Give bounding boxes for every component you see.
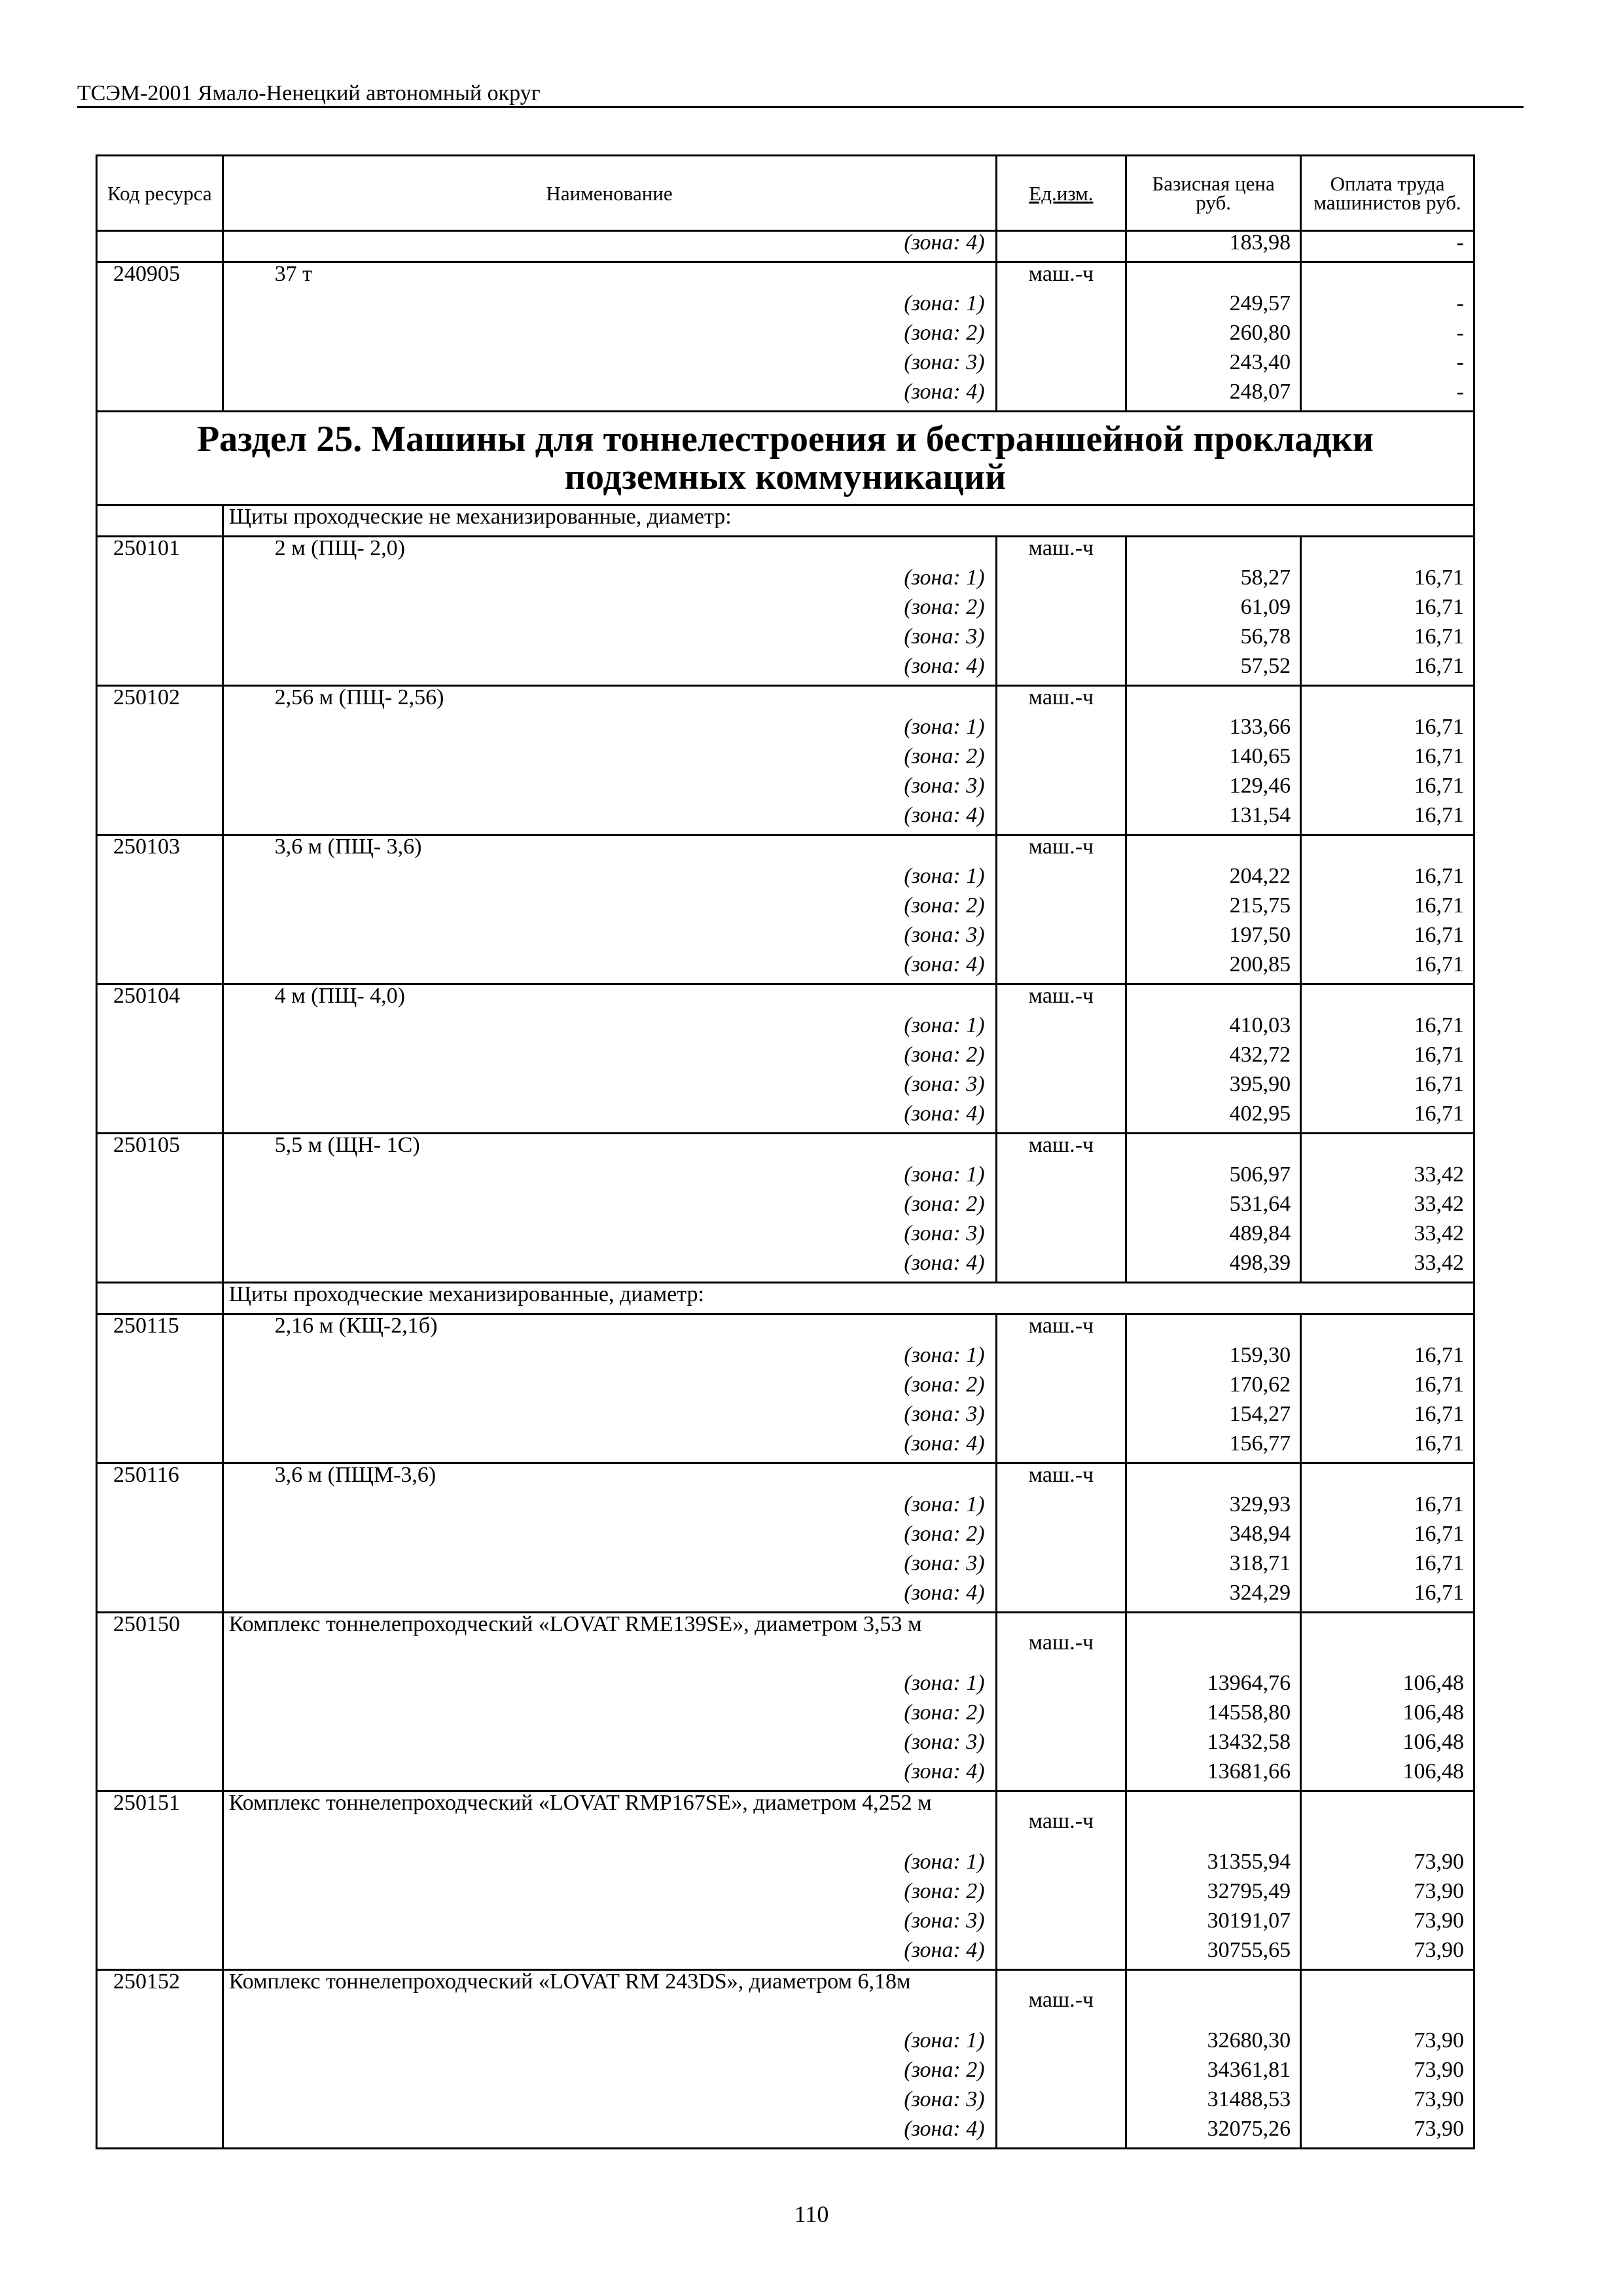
base-price: 395,90 <box>1126 1073 1301 1103</box>
zone-label: (зона: 2) <box>223 1374 996 1403</box>
table-row <box>97 1731 1474 1761</box>
operator-wage: 73,90 <box>1301 1939 1474 1970</box>
operator-wage: 73,90 <box>1301 2089 1474 2118</box>
zone-label: (зона: 3) <box>223 1223 996 1252</box>
table-row <box>97 1433 1474 1463</box>
operator-wage: - <box>1301 322 1474 351</box>
base-price: 13432,58 <box>1126 1731 1301 1761</box>
table-row <box>97 1939 1474 1970</box>
section-title: Раздел 25. Машины для тоннелестроения и бестраншейной прокладки подземных коммуникаций <box>97 412 1474 505</box>
base-price: 498,39 <box>1126 1252 1301 1283</box>
unit: маш.-ч <box>996 1970 1126 2030</box>
zone-label: (зона: 1) <box>223 293 996 322</box>
resource-code: 250105 <box>97 1134 223 1164</box>
operator-wage: 16,71 <box>1301 567 1474 596</box>
table-row <box>97 412 1474 505</box>
operator-wage: 73,90 <box>1301 1880 1474 1910</box>
zone-label: (зона: 2) <box>223 1044 996 1073</box>
zone-label: (зона: 2) <box>223 1702 996 1731</box>
base-price: 249,57 <box>1126 293 1301 322</box>
zone-label: (зона: 4) <box>223 2118 996 2149</box>
zone-label: (зона: 2) <box>223 745 996 775</box>
base-price: 34361,81 <box>1126 2059 1301 2089</box>
operator-wage: 16,71 <box>1301 1344 1474 1374</box>
operator-wage: 16,71 <box>1301 655 1474 686</box>
table-row <box>97 1613 1474 1673</box>
table-row <box>97 1523 1474 1552</box>
resource-code: 250104 <box>97 984 223 1015</box>
base-price: 30191,07 <box>1126 1910 1301 1939</box>
base-price: 410,03 <box>1126 1014 1301 1044</box>
table-row <box>97 1970 1474 2030</box>
table-row <box>97 1073 1474 1103</box>
zone-label: (зона: 2) <box>223 2059 996 2089</box>
table-row <box>97 865 1474 895</box>
resource-code: 250103 <box>97 835 223 866</box>
zone-label: (зона: 1) <box>223 865 996 895</box>
table-row <box>97 2059 1474 2089</box>
base-price: 215,75 <box>1126 895 1301 924</box>
zone-label: (зона: 3) <box>223 775 996 804</box>
zone-label: (зона: 1) <box>223 2030 996 2059</box>
base-price: 348,94 <box>1126 1523 1301 1552</box>
table-row <box>97 1494 1474 1523</box>
zone-label: (зона: 1) <box>223 1164 996 1193</box>
col-wage: Оплата труда машинистов руб. <box>1301 156 1474 231</box>
base-price: 58,27 <box>1126 567 1301 596</box>
zone-label: (зона: 1) <box>223 567 996 596</box>
table-row <box>97 1880 1474 1910</box>
zone-label: (зона: 4) <box>223 954 996 984</box>
resource-name: 3,6 м (ПЩ- 3,6) <box>223 835 996 866</box>
zone-label: (зона: 3) <box>223 1731 996 1761</box>
unit: маш.-ч <box>996 262 1126 293</box>
operator-wage: 73,90 <box>1301 2059 1474 2089</box>
group-heading: Щиты проходческие механизированные, диаметр: <box>223 1283 1474 1314</box>
operator-wage: - <box>1301 381 1474 412</box>
resource-code: 250116 <box>97 1463 223 1494</box>
base-price: 14558,80 <box>1126 1702 1301 1731</box>
col-code: Код ресурса <box>97 156 223 231</box>
zone-label: (зона: 4) <box>223 804 996 835</box>
table-row <box>97 1403 1474 1433</box>
zone-label: (зона: 3) <box>223 351 996 381</box>
table-row <box>97 2030 1474 2059</box>
operator-wage: 16,71 <box>1301 626 1474 655</box>
table-row <box>97 1761 1474 1791</box>
resource-name: Комплекс тоннелепроходческий «LOVAT RM 243DS», диаметром 6,18м <box>223 1970 996 2030</box>
operator-wage: 16,71 <box>1301 954 1474 984</box>
table-row <box>97 626 1474 655</box>
operator-wage: 16,71 <box>1301 1433 1474 1463</box>
table-row <box>97 984 1474 1015</box>
operator-wage: 16,71 <box>1301 1523 1474 1552</box>
operator-wage: 16,71 <box>1301 1044 1474 1073</box>
unit: маш.-ч <box>996 537 1126 567</box>
base-price: 329,93 <box>1126 1494 1301 1523</box>
resource-code: 250150 <box>97 1613 223 1673</box>
zone-label: (зона: 3) <box>223 626 996 655</box>
table-row <box>97 1344 1474 1374</box>
running-header <box>77 73 1524 108</box>
zone-label: (зона: 3) <box>223 1552 996 1582</box>
table-row <box>97 686 1474 717</box>
table-row <box>97 537 1474 567</box>
base-price: 531,64 <box>1126 1193 1301 1223</box>
table-row <box>97 835 1474 866</box>
unit: маш.-ч <box>996 984 1126 1015</box>
operator-wage: 16,71 <box>1301 1014 1474 1044</box>
zone-label: (зона: 2) <box>223 322 996 351</box>
unit: маш.-ч <box>996 1314 1126 1345</box>
base-price: 133,66 <box>1126 716 1301 745</box>
zone-label: (зона: 4) <box>223 1252 996 1283</box>
zone-label: (зона: 4) <box>223 655 996 686</box>
zone-label: (зона: 1) <box>223 1494 996 1523</box>
base-price: 318,71 <box>1126 1552 1301 1582</box>
base-price: 61,09 <box>1126 596 1301 626</box>
operator-wage: 106,48 <box>1301 1672 1474 1702</box>
operator-wage: - <box>1301 293 1474 322</box>
zone-label: (зона: 4) <box>223 1433 996 1463</box>
base-price: 159,30 <box>1126 1344 1301 1374</box>
base-price: 204,22 <box>1126 865 1301 895</box>
zone-label: (зона: 1) <box>223 1851 996 1880</box>
base-price: 31488,53 <box>1126 2089 1301 2118</box>
base-price: 489,84 <box>1126 1223 1301 1252</box>
base-price: 248,07 <box>1126 381 1301 412</box>
table-row <box>97 2089 1474 2118</box>
operator-wage: 73,90 <box>1301 2030 1474 2059</box>
price-table <box>96 154 1475 2149</box>
unit: маш.-ч <box>996 1463 1126 1494</box>
table-row <box>97 1014 1474 1044</box>
table-header <box>97 156 1474 231</box>
table-row <box>97 1552 1474 1582</box>
table-row <box>97 1374 1474 1403</box>
base-price: 32075,26 <box>1126 2118 1301 2149</box>
resource-name: 2 м (ПЩ- 2,0) <box>223 537 996 567</box>
base-price: 56,78 <box>1126 626 1301 655</box>
table-row <box>97 716 1474 745</box>
base-price: 170,62 <box>1126 1374 1301 1403</box>
operator-wage: 33,42 <box>1301 1193 1474 1223</box>
operator-wage: 16,71 <box>1301 745 1474 775</box>
operator-wage: 106,48 <box>1301 1731 1474 1761</box>
operator-wage: 106,48 <box>1301 1702 1474 1731</box>
resource-code: 250102 <box>97 686 223 717</box>
base-price: 156,77 <box>1126 1433 1301 1463</box>
header-title: ТСЭМ-2001 Ямало-Ненецкий автономный округ <box>77 81 541 105</box>
base-price: 197,50 <box>1126 924 1301 954</box>
zone-label: (зона: 3) <box>223 2089 996 2118</box>
table-row <box>97 655 1474 686</box>
base-price: 30755,65 <box>1126 1939 1301 1970</box>
table-row <box>97 804 1474 835</box>
operator-wage: 73,90 <box>1301 1910 1474 1939</box>
zone-label: (зона: 2) <box>223 1880 996 1910</box>
operator-wage: 16,71 <box>1301 1103 1474 1134</box>
table-row <box>97 381 1474 412</box>
base-price: 57,52 <box>1126 655 1301 686</box>
operator-wage: 73,90 <box>1301 2118 1474 2149</box>
operator-wage: 16,71 <box>1301 1374 1474 1403</box>
base-price: 200,85 <box>1126 954 1301 984</box>
zone-label: (зона: 2) <box>223 1523 996 1552</box>
table-row <box>97 1134 1474 1164</box>
zone-label: (зона: 2) <box>223 596 996 626</box>
zone-label: (зона: 4) <box>223 381 996 412</box>
base-price: 260,80 <box>1126 322 1301 351</box>
table-row <box>97 596 1474 626</box>
table-row <box>97 1314 1474 1345</box>
table-row: (зона: 4) 183,98 - <box>97 231 1474 262</box>
base-price: 131,54 <box>1126 804 1301 835</box>
zone-label: (зона: 2) <box>223 895 996 924</box>
base-price: 506,97 <box>1126 1164 1301 1193</box>
unit: маш.-ч <box>996 686 1126 717</box>
table-row <box>97 1193 1474 1223</box>
zone-label: (зона: 1) <box>223 716 996 745</box>
operator-wage: 73,90 <box>1301 1851 1474 1880</box>
resource-code: 250101 <box>97 537 223 567</box>
zone-label: (зона: 2) <box>223 1193 996 1223</box>
table-row <box>97 505 1474 537</box>
zone-label: (зона: 4) <box>223 1103 996 1134</box>
zone-label: (зона: 3) <box>223 1403 996 1433</box>
group-heading: Щиты проходческие не механизированные, диаметр: <box>223 505 1474 537</box>
operator-wage: 16,71 <box>1301 895 1474 924</box>
operator-wage: 16,71 <box>1301 1073 1474 1103</box>
table-row <box>97 775 1474 804</box>
base-price: 32680,30 <box>1126 2030 1301 2059</box>
base-price: 32795,49 <box>1126 1880 1301 1910</box>
base-price: 402,95 <box>1126 1103 1301 1134</box>
table-row <box>97 745 1474 775</box>
table-row <box>97 1463 1474 1494</box>
table-row <box>97 1672 1474 1702</box>
table-row <box>97 262 1474 293</box>
col-name: Наименование <box>223 156 996 231</box>
table-row <box>97 1164 1474 1193</box>
resource-code: 240905 <box>97 262 223 293</box>
table-row <box>97 1283 1474 1314</box>
table-row <box>97 567 1474 596</box>
operator-wage: 33,42 <box>1301 1252 1474 1283</box>
operator-wage: 16,71 <box>1301 1494 1474 1523</box>
table-row <box>97 293 1474 322</box>
operator-wage: 16,71 <box>1301 924 1474 954</box>
base-price: 432,72 <box>1126 1044 1301 1073</box>
zone-label: (зона: 4) <box>223 1761 996 1791</box>
operator-wage: 16,71 <box>1301 1552 1474 1582</box>
resource-code: 250152 <box>97 1970 223 2030</box>
operator-wage: 16,71 <box>1301 716 1474 745</box>
page-number: 110 <box>794 2201 829 2227</box>
table-row <box>97 924 1474 954</box>
table-row <box>97 1791 1474 1852</box>
operator-wage: 16,71 <box>1301 1582 1474 1613</box>
table-row <box>97 1103 1474 1134</box>
operator-wage: 106,48 <box>1301 1761 1474 1791</box>
zone-label: (зона: 4) <box>223 1582 996 1613</box>
base-price: 13964,76 <box>1126 1672 1301 1702</box>
zone-label: (зона: 4) <box>223 1939 996 1970</box>
table-row <box>97 1223 1474 1252</box>
col-unit: Ед.изм. <box>996 156 1126 231</box>
table-row <box>97 1702 1474 1731</box>
resource-name: Комплекс тоннелепроходческий «LOVAT RME139SE», диаметром 3,53 м <box>223 1613 996 1673</box>
col-price: Базисная цена руб. <box>1126 156 1301 231</box>
resource-code: 250151 <box>97 1791 223 1852</box>
resource-name: Комплекс тоннелепроходческий «LOVAT RMP167SE», диаметром 4,252 м <box>223 1791 996 1852</box>
table-row <box>97 1910 1474 1939</box>
table-row <box>97 1582 1474 1613</box>
base-price: 243,40 <box>1126 351 1301 381</box>
resource-code: 250115 <box>97 1314 223 1345</box>
resource-name: 5,5 м (ЩН- 1С) <box>223 1134 996 1164</box>
operator-wage: 16,71 <box>1301 596 1474 626</box>
table-row <box>97 954 1474 984</box>
operator-wage: 16,71 <box>1301 865 1474 895</box>
operator-wage: 33,42 <box>1301 1223 1474 1252</box>
zone-label: (зона: 3) <box>223 924 996 954</box>
base-price: 31355,94 <box>1126 1851 1301 1880</box>
zone-label: (зона: 1) <box>223 1672 996 1702</box>
zone-label: (зона: 1) <box>223 1344 996 1374</box>
operator-wage: 16,71 <box>1301 1403 1474 1433</box>
table-row <box>97 322 1474 351</box>
table-row <box>97 1851 1474 1880</box>
resource-name: 4 м (ПЩ- 4,0) <box>223 984 996 1015</box>
base-price: 324,29 <box>1126 1582 1301 1613</box>
base-price: 154,27 <box>1126 1403 1301 1433</box>
resource-name: 2,16 м (КЩ-2,1б) <box>223 1314 996 1345</box>
unit: маш.-ч <box>996 1791 1126 1852</box>
table-row <box>97 1044 1474 1073</box>
zone-label: (зона: 3) <box>223 1910 996 1939</box>
operator-wage: - <box>1301 351 1474 381</box>
base-price: 13681,66 <box>1126 1761 1301 1791</box>
table-row <box>97 351 1474 381</box>
unit: маш.-ч <box>996 1134 1126 1164</box>
operator-wage: 33,42 <box>1301 1164 1474 1193</box>
base-price: 140,65 <box>1126 745 1301 775</box>
unit: маш.-ч <box>996 835 1126 866</box>
table-row <box>97 895 1474 924</box>
operator-wage: 16,71 <box>1301 775 1474 804</box>
unit: маш.-ч <box>996 1613 1126 1673</box>
zone-label: (зона: 1) <box>223 1014 996 1044</box>
zone-label: (зона: 3) <box>223 1073 996 1103</box>
table-row <box>97 2118 1474 2149</box>
table-row <box>97 1252 1474 1283</box>
operator-wage: 16,71 <box>1301 804 1474 835</box>
base-price: 129,46 <box>1126 775 1301 804</box>
resource-name: 2,56 м (ПЩ- 2,56) <box>223 686 996 717</box>
resource-name: 37 т <box>223 262 996 293</box>
resource-name: 3,6 м (ПЩМ-3,6) <box>223 1463 996 1494</box>
